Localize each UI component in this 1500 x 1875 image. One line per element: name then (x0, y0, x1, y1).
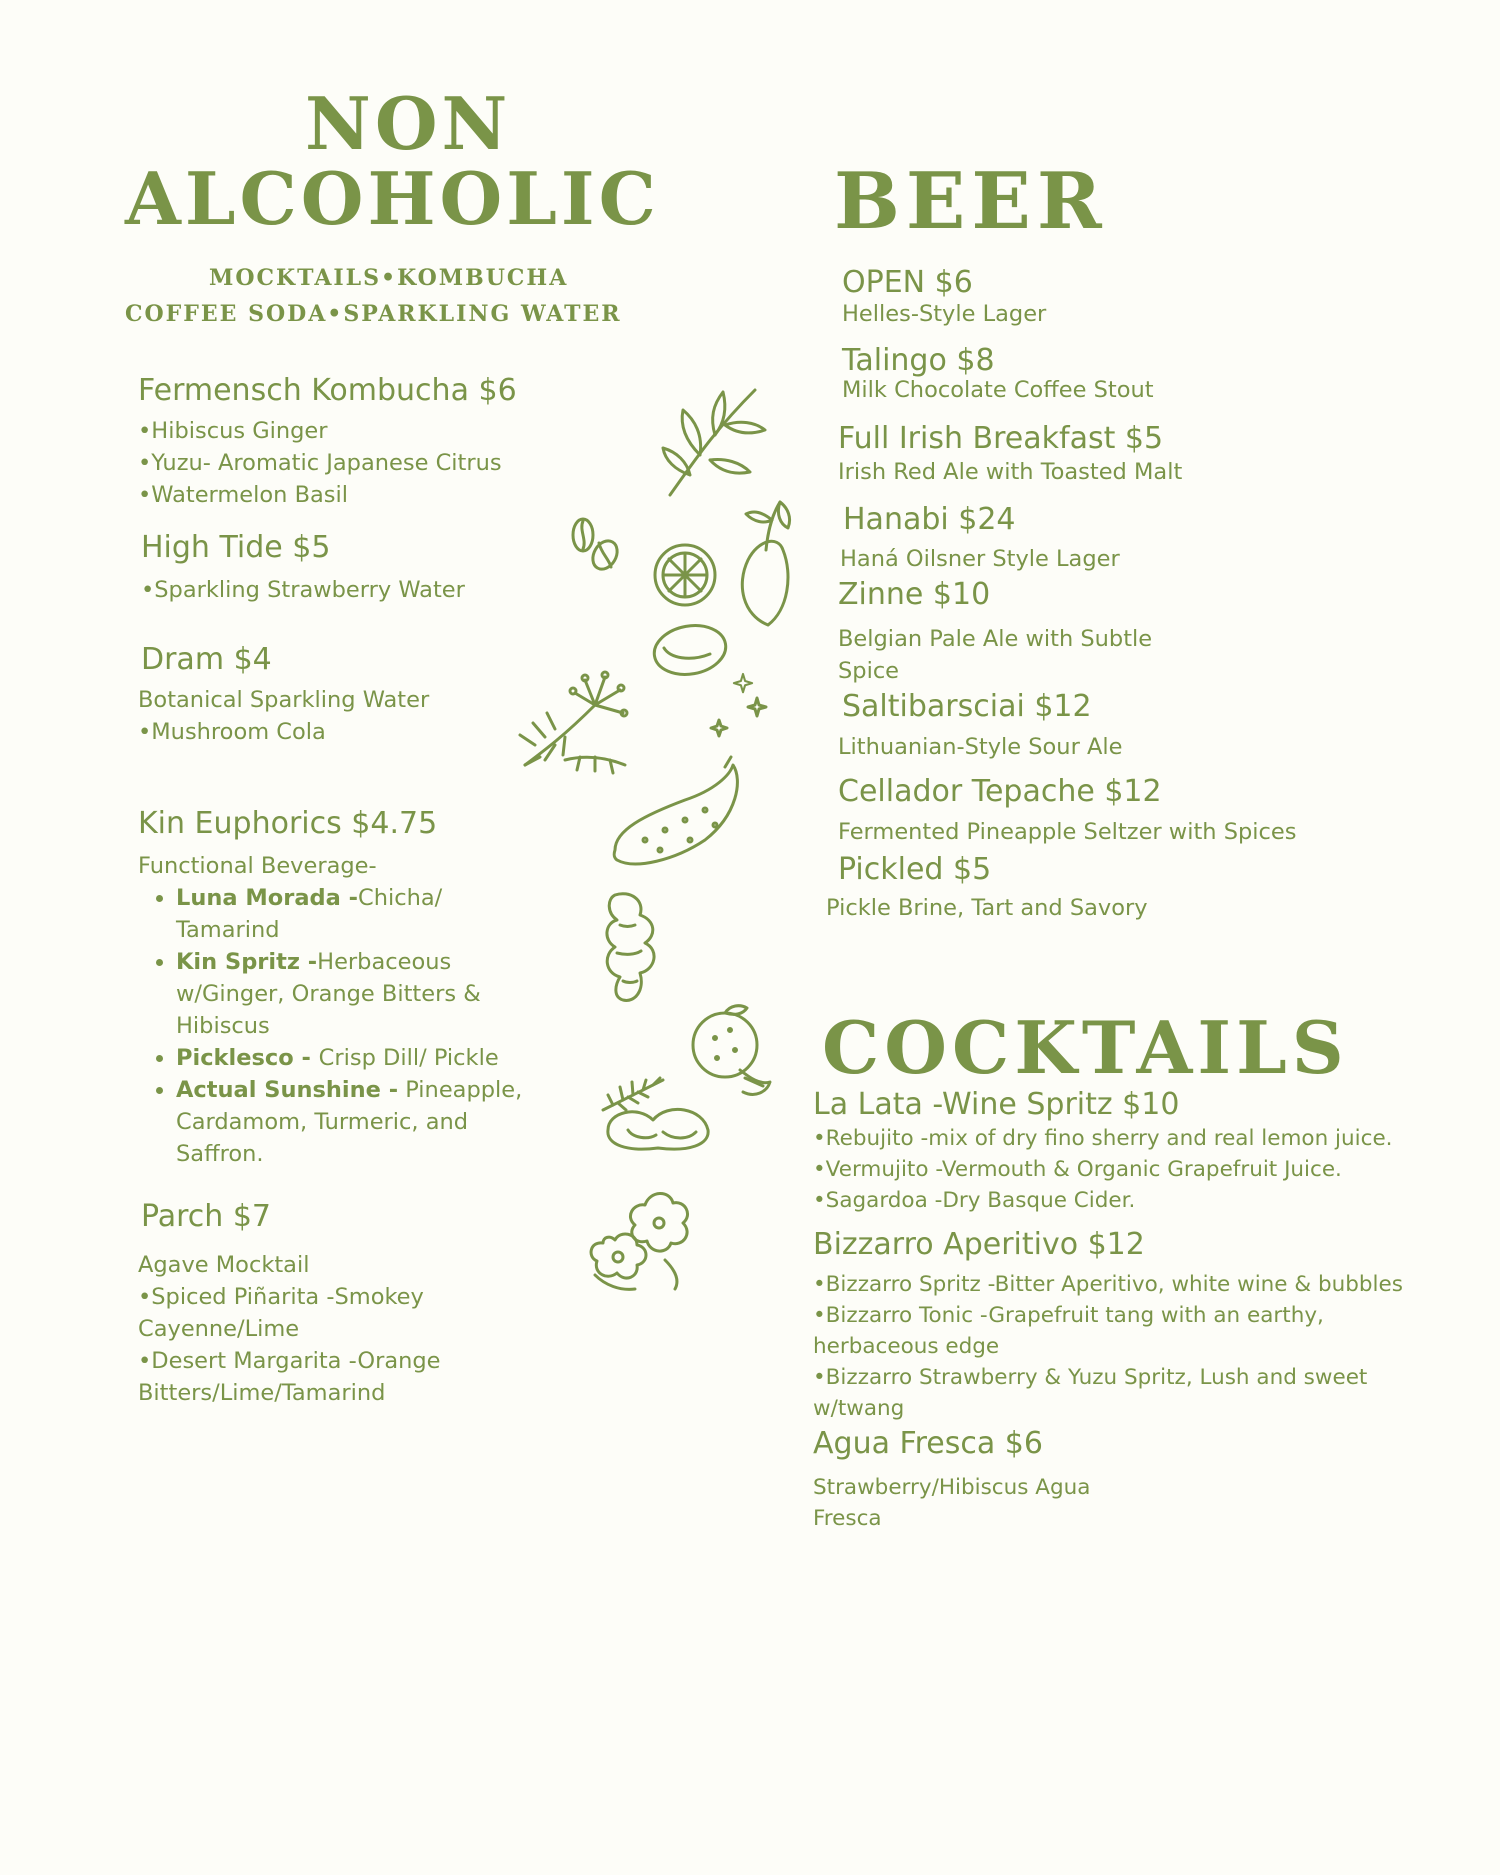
item-desc: Irish Red Ale with Toasted Malt (838, 458, 1183, 485)
sparkle-icon (705, 670, 775, 740)
item-desc: Pickle Brine, Tart and Savory (826, 894, 1148, 921)
non-alcoholic-header (125, 81, 725, 332)
mushroom-icon (598, 1090, 718, 1160)
item-line: •Watermelon Basil (138, 481, 349, 508)
item-title: Kin Euphorics $4.75 (138, 806, 438, 841)
item-line: •Desert Margarita -Orange (138, 1347, 441, 1374)
menu-item-parch (138, 1199, 441, 1409)
cocktail-item-bizzarro (813, 1228, 1403, 1424)
non-alcoholic-title-line2: ALCOHOLIC (125, 156, 660, 241)
cocktail-item-agua-fresca (813, 1427, 1090, 1534)
list-item: • Picklesco - Crisp Dill/ Pickle (176, 1042, 558, 1074)
orange-icon (685, 1000, 775, 1100)
item-line: Bitters/Lime/Tamarind (138, 1379, 386, 1406)
item-title: Zinne $10 (838, 577, 991, 612)
item-line: Agave Mocktail (138, 1251, 310, 1278)
non-alcoholic-subtitle-line2: COFFEE SODA•SPARKLING WATER (125, 301, 622, 327)
beer-title: BEER (834, 156, 1108, 247)
item-intro: Functional Beverage- (138, 852, 377, 879)
menu-item-dram (138, 642, 430, 748)
item-title: Talingo $8 (842, 343, 995, 378)
item-line: •Bizzarro Strawberry & Yuzu Spritz, Lush and sweet (813, 1364, 1368, 1390)
non-alcoholic-title-line1: NON (305, 81, 512, 166)
item-line: •Hibiscus Ginger (138, 417, 328, 444)
pickle-icon (605, 755, 745, 875)
menu-item-kin-euphorics (138, 807, 558, 1170)
item-line: Cayenne/Lime (138, 1315, 300, 1342)
menu-item-high-tide (141, 531, 465, 606)
beer-item (838, 422, 1182, 487)
leaf-sprout-icon (728, 490, 798, 630)
item-desc: Lithuanian-Style Sour Ale (838, 733, 1123, 760)
item-line: Fresca (813, 1505, 882, 1531)
list-item: • Luna Morada -Chicha/ Tamarind (176, 882, 558, 946)
item-line: Botanical Sparkling Water (138, 686, 430, 713)
beer-item (826, 852, 1148, 924)
item-title: Cellador Tepache $12 (838, 774, 1162, 809)
item-line: •Rebujito -mix of dry fino sherry and real lemon juice. (813, 1125, 1393, 1151)
item-title: OPEN $6 (842, 265, 973, 300)
menu-item-fermensch (138, 374, 517, 511)
item-title: Bizzarro Aperitivo $12 (813, 1227, 1145, 1262)
item-desc: Spice (838, 657, 900, 684)
item-line: •Bizzarro Spritz -Bitter Aperitivo, white wine & bubbles (813, 1271, 1403, 1297)
item-title: Hanabi $24 (843, 502, 1016, 537)
item-desc: Haná Oilsner Style Lager (840, 545, 1120, 572)
hibiscus-flower-icon (585, 1185, 695, 1295)
item-line: •Vermujito -Vermouth & Organic Grapefruit Juice. (813, 1156, 1342, 1182)
item-line: •Spiced Piñarita -Smokey (138, 1283, 424, 1310)
item-line: •Bizzarro Tonic -Grapefruit tang with an earthy, (813, 1302, 1324, 1328)
cocktails-title: COCKTAILS (822, 1005, 1349, 1090)
item-title: Agua Fresca $6 (813, 1426, 1043, 1461)
beer-item (838, 690, 1122, 763)
beer-item (838, 578, 1152, 687)
non-alcoholic-subtitle-line1: MOCKTAILS•KOMBUCHA (209, 265, 569, 291)
item-title: Fermensch Kombucha $6 (138, 373, 517, 408)
list-item: • Actual Sunshine - Pineapple, Cardamom, Turmeric, and Saffron. (176, 1074, 558, 1170)
beer-item (840, 503, 1120, 574)
item-line: herbaceous edge (813, 1333, 1000, 1359)
coffee-bean-icon (565, 515, 625, 575)
item-title: Parch $7 (141, 1199, 272, 1234)
beer-item (842, 266, 1046, 327)
item-title: Dram $4 (141, 642, 272, 677)
item-title: La Lata -Wine Spritz $10 (813, 1087, 1180, 1122)
beer-item (842, 344, 1154, 401)
item-line: •Sagardoa -Dry Basque Cider. (813, 1187, 1136, 1213)
item-title: Pickled $5 (838, 852, 992, 887)
item-desc: Belgian Pale Ale with Subtle (838, 625, 1153, 652)
item-desc: Helles-Style Lager (842, 300, 1047, 327)
item-desc: Fermented Pineapple Seltzer with Spices (838, 818, 1297, 845)
lime-slice-icon (650, 540, 720, 610)
item-desc: Milk Chocolate Coffee Stout (842, 376, 1154, 403)
item-title: High Tide $5 (141, 530, 331, 565)
item-line: w/twang (813, 1395, 905, 1421)
item-line: •Sparkling Strawberry Water (141, 576, 465, 603)
item-line: Strawberry/Hibiscus Agua (813, 1474, 1091, 1500)
ginger-root-icon (595, 885, 675, 1010)
item-title: Full Irish Breakfast $5 (838, 421, 1164, 456)
cocktail-item-la-lata (813, 1088, 1393, 1216)
herb-sprig-icon (655, 380, 775, 500)
beer-item (838, 775, 1296, 848)
item-line: •Yuzu- Aromatic Japanese Citrus (138, 449, 502, 476)
item-line: •Mushroom Cola (138, 718, 326, 745)
item-title: Saltibarsciai $12 (842, 689, 1092, 724)
kin-bullet-list (138, 882, 558, 1170)
list-item: • Kin Spritz -Herbaceous w/Ginger, Orange Bitters & Hibiscus (176, 946, 558, 1042)
